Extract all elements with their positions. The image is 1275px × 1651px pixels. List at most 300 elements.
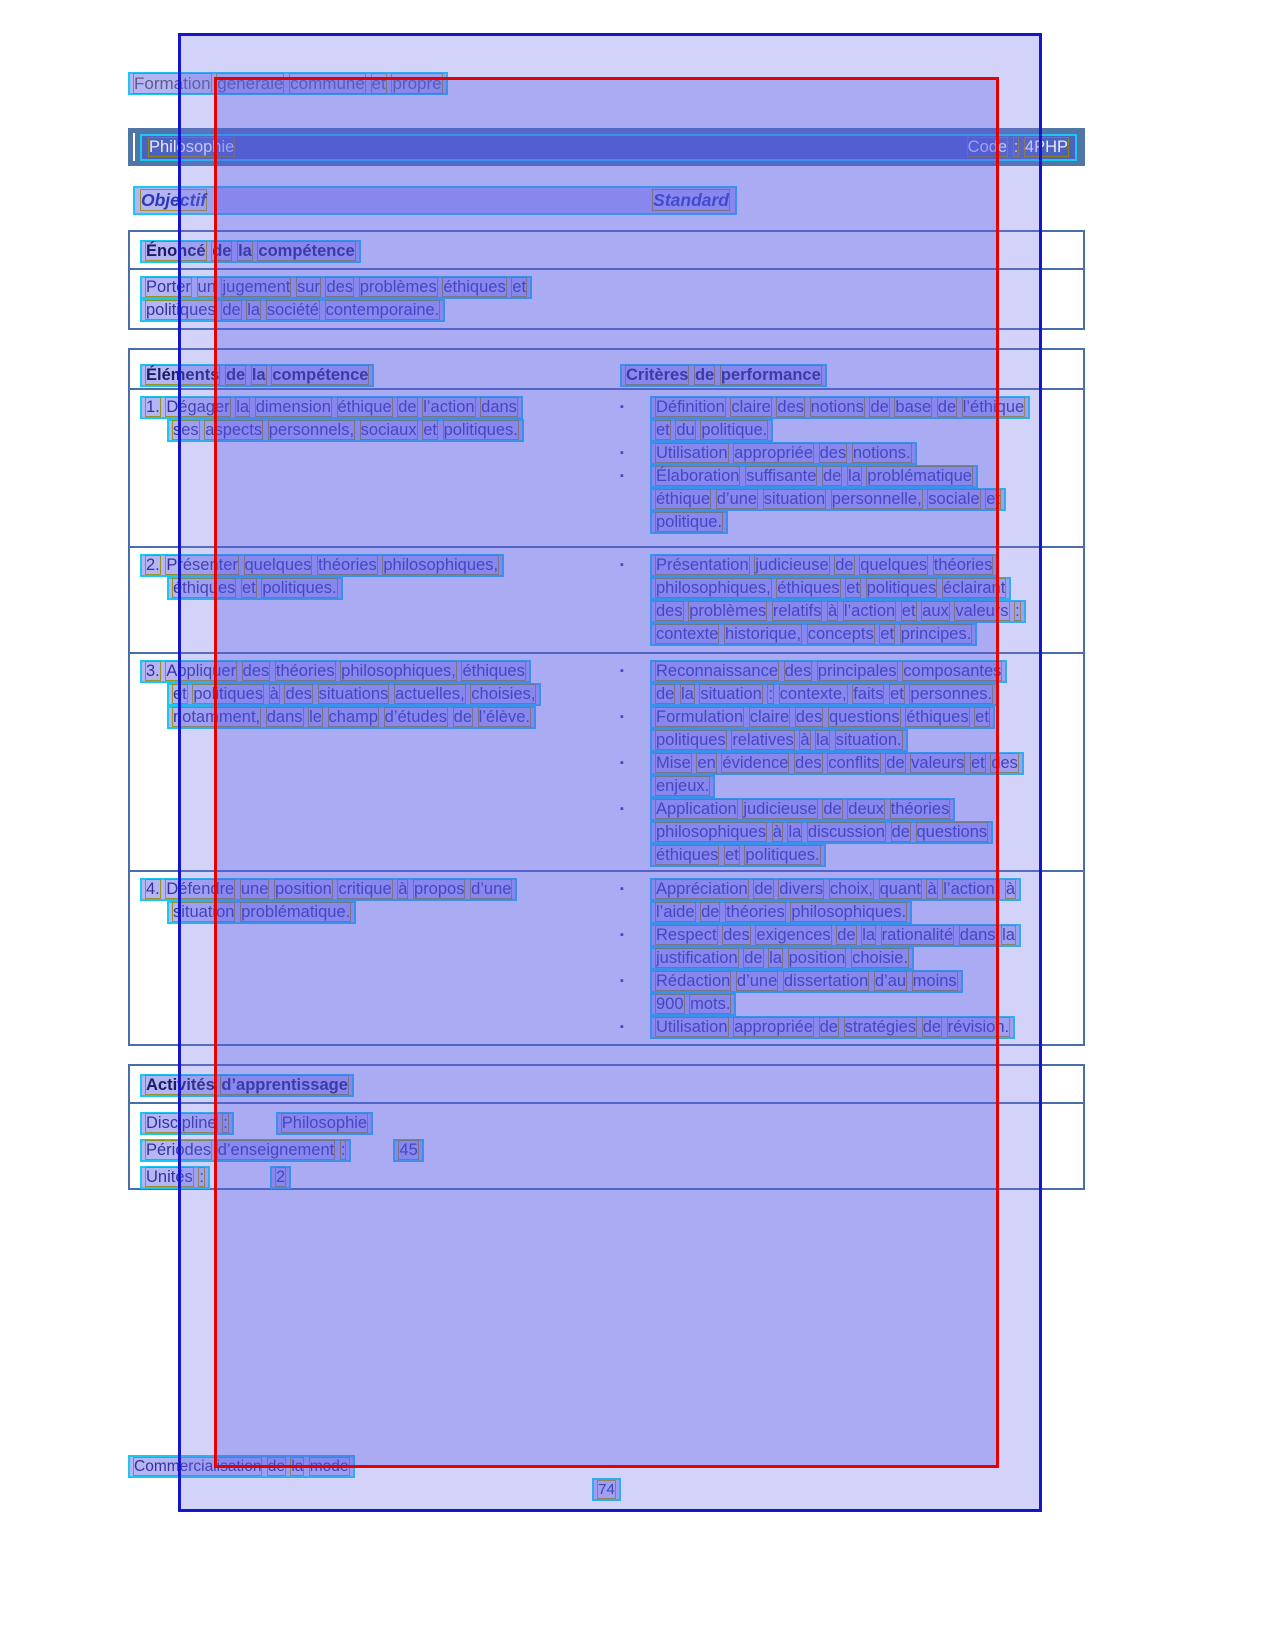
word-box: dissertation	[783, 972, 869, 990]
word-box: principes.	[900, 625, 972, 643]
discipline-value	[276, 1112, 373, 1135]
word-box: enjeux.	[656, 777, 710, 795]
word-box: de	[754, 880, 773, 898]
bullet-spacer	[620, 623, 650, 628]
word-box: de	[212, 242, 232, 260]
highlighted-text	[650, 821, 993, 844]
word-box: des	[656, 602, 683, 620]
criteria-line	[620, 821, 1083, 844]
text-line	[140, 299, 1083, 322]
word-box: philosophiques,	[656, 579, 771, 597]
word-box: de	[819, 1018, 838, 1036]
standard-heading	[652, 190, 730, 211]
word-box: théories	[933, 556, 993, 574]
criteria-line	[620, 577, 1083, 600]
table-row	[130, 652, 1083, 870]
word-box: Philosophie	[149, 137, 235, 156]
bullet-icon: ▪	[620, 401, 624, 413]
word-box: un	[197, 278, 216, 296]
highlighted-text	[650, 600, 1026, 623]
word-box: de	[398, 398, 417, 416]
competence-table	[128, 348, 1085, 1046]
word-box: et	[901, 602, 916, 620]
criteria-line	[620, 660, 1083, 683]
criteria-cell-3	[612, 654, 1083, 870]
word-box: des	[723, 926, 750, 944]
word-box: Porter	[146, 278, 191, 296]
criteria-line	[620, 1016, 1083, 1039]
bullet-icon: ▪	[620, 803, 624, 815]
text-line	[140, 901, 612, 924]
word-box: et	[986, 490, 1000, 508]
word-box: des	[784, 662, 812, 680]
bullet-spacer	[620, 821, 650, 826]
word-box: Éléments	[146, 366, 220, 384]
word-box: notamment,	[173, 708, 261, 726]
word-box: d’une	[471, 880, 512, 898]
word-box: éclairant	[942, 579, 1006, 597]
word-box: de	[744, 949, 763, 967]
word-box: théories	[726, 903, 785, 921]
word-box: :	[340, 1141, 346, 1159]
bullet-spacer	[620, 488, 650, 493]
word-box: de	[937, 398, 957, 416]
word-box: éthique	[656, 490, 711, 508]
highlighted-text	[167, 706, 536, 729]
word-box: Respect	[656, 926, 717, 944]
criteria-line	[620, 729, 1083, 752]
word-box: aspects	[205, 421, 263, 439]
unites-label	[140, 1166, 210, 1189]
bullet-spacer	[620, 511, 650, 516]
discipline-label	[140, 1112, 234, 1135]
word-box: sociaux	[360, 421, 417, 439]
text-line	[140, 396, 612, 419]
word-box: de	[870, 398, 889, 416]
bullet-spacer	[620, 775, 650, 780]
word-box: Élaboration	[656, 467, 740, 485]
word-box: choisies,	[471, 685, 536, 703]
highlighted-text	[650, 993, 736, 1016]
criteria-line	[620, 752, 1083, 775]
word-box: Défendre	[166, 880, 235, 898]
highlighted-text	[650, 775, 715, 798]
highlighted-text	[650, 844, 826, 867]
word-box: dimension	[255, 398, 331, 416]
word-box: de	[823, 467, 842, 485]
word-box: :	[1013, 137, 1019, 156]
table-row	[130, 870, 1083, 1044]
word-box: et	[423, 421, 437, 439]
word-box: politiques.	[745, 846, 820, 864]
word-box: et	[970, 754, 985, 772]
bullet-icon: ▪	[620, 1021, 624, 1033]
element-cell-4	[130, 872, 612, 1044]
word-box: valeurs	[955, 602, 1009, 620]
word-box: de	[267, 1458, 286, 1475]
bullet-spacer	[620, 947, 650, 952]
highlighted-text	[140, 276, 532, 299]
word-box: contexte	[656, 625, 719, 643]
competence-table-header	[130, 350, 1083, 388]
word-box: politiques.	[262, 579, 337, 597]
word-box: la	[769, 949, 783, 967]
bullet-icon: ▪	[620, 883, 624, 895]
word-box: de	[222, 301, 241, 319]
word-box: champ	[328, 708, 379, 726]
word-box: Présentation	[656, 556, 749, 574]
word-box: à	[800, 731, 810, 749]
bullet-icon: ▪	[620, 470, 624, 482]
word-box: Philosophie	[281, 1114, 368, 1132]
word-box: philosophiques.	[791, 903, 907, 921]
bullet-icon: ▪	[620, 929, 624, 941]
word-box: de	[886, 754, 905, 772]
word-box: position	[274, 880, 332, 898]
periodes-label	[140, 1139, 351, 1162]
word-box: Périodes	[146, 1141, 212, 1159]
word-box: problèmes	[359, 278, 437, 296]
word-box: Commercialisation	[134, 1458, 262, 1475]
word-box: judicieuse	[743, 800, 817, 818]
periodes-row	[140, 1139, 1083, 1162]
element-cell-2	[130, 548, 612, 652]
word-box: la	[247, 301, 261, 319]
bullet-spacer	[620, 683, 650, 688]
word-box: et	[371, 74, 386, 93]
word-box: de	[835, 556, 854, 574]
word-box: de	[225, 366, 246, 384]
word-box: appropriée	[734, 1018, 814, 1036]
periodes-value	[393, 1139, 423, 1162]
word-box: de	[823, 800, 842, 818]
highlighted-text	[650, 396, 1030, 419]
word-box: théories	[275, 662, 335, 680]
word-box: d’une	[716, 490, 758, 508]
word-box: suffisante	[746, 467, 817, 485]
word-box: la	[680, 685, 694, 703]
word-box: :	[768, 685, 774, 703]
word-box: Discipline	[146, 1114, 217, 1132]
word-box: mode	[309, 1458, 349, 1475]
criteria-line	[620, 600, 1083, 623]
word-box: quant	[879, 880, 921, 898]
word-box: théories	[890, 800, 950, 818]
criteres-header-label	[620, 364, 827, 387]
word-box: 3.	[146, 662, 160, 680]
word-box: propos	[414, 880, 465, 898]
word-box: sociale	[928, 490, 980, 508]
word-box: Formation	[134, 74, 211, 93]
word-box: éthiques	[462, 662, 525, 680]
word-box: Activités	[146, 1076, 215, 1094]
criteria-line	[620, 878, 1083, 901]
course-title	[148, 138, 235, 157]
word-box: politiques.	[443, 421, 518, 439]
criteria-line	[620, 706, 1083, 729]
word-box: Critères	[626, 366, 689, 384]
word-box: contexte,	[779, 685, 847, 703]
enonce-body	[130, 270, 1083, 322]
text-line	[140, 419, 612, 442]
criteria-line	[620, 465, 1083, 488]
word-box: :	[223, 1114, 228, 1132]
word-box: Définition	[656, 398, 725, 416]
word-box: des	[326, 278, 354, 296]
word-box: composantes	[903, 662, 1002, 680]
word-box: compétence	[272, 366, 369, 384]
word-box: politique.	[701, 421, 768, 439]
word-box: des	[819, 444, 847, 462]
word-box: questions	[828, 708, 900, 726]
word-box: sur	[296, 278, 320, 296]
highlighted-text	[167, 683, 541, 706]
title-bar-highlight	[140, 134, 1077, 161]
word-box: l’action	[843, 602, 896, 620]
footer-program-name	[128, 1455, 355, 1478]
word-box: générale	[217, 74, 284, 93]
word-box: et	[975, 708, 989, 726]
word-box: la	[847, 467, 861, 485]
word-box: 2	[275, 1168, 286, 1186]
word-box: évidence	[722, 754, 789, 772]
word-box: et	[173, 685, 187, 703]
word-box: la	[862, 926, 876, 944]
word-box: le	[309, 708, 322, 726]
element-cell-3	[130, 654, 612, 870]
word-box: l’éthique	[962, 398, 1025, 416]
word-box: dans	[266, 708, 303, 726]
word-box: et	[724, 846, 739, 864]
word-box: de	[453, 708, 472, 726]
criteria-line	[620, 442, 1083, 465]
word-box: et	[890, 685, 904, 703]
word-box: 1.	[146, 398, 160, 416]
highlighted-text	[650, 442, 917, 465]
bullet-spacer	[620, 844, 650, 849]
bullet-icon: ▪	[620, 711, 624, 723]
word-box: situations	[318, 685, 389, 703]
word-box: principales	[817, 662, 897, 680]
word-box: politiques	[866, 579, 937, 597]
word-box: Utilisation	[656, 1018, 728, 1036]
word-box: 45	[399, 1141, 418, 1159]
word-box: la	[236, 398, 250, 416]
word-box: problèmes	[689, 602, 767, 620]
criteria-line	[620, 554, 1083, 577]
word-box: situation	[173, 903, 235, 921]
word-box: claire	[731, 398, 771, 416]
elements-header-label	[140, 364, 374, 387]
highlighted-text	[650, 878, 1021, 901]
word-box: Objectif	[141, 190, 207, 210]
highlighted-text	[650, 465, 978, 488]
word-box: la	[291, 1458, 304, 1475]
word-box: valeurs	[911, 754, 965, 772]
word-box: rationalité	[881, 926, 954, 944]
word-box: situation	[763, 490, 826, 508]
text-line	[140, 276, 1083, 299]
word-box: questions	[916, 823, 988, 841]
word-box: et	[846, 579, 861, 597]
word-box: 2.	[146, 556, 160, 574]
word-box: de	[656, 685, 675, 703]
word-box: contemporaine.	[325, 301, 440, 319]
word-box: politiques	[146, 301, 216, 319]
word-box: Utilisation	[656, 444, 728, 462]
word-box: éthiques	[443, 278, 506, 296]
word-box: éthiques	[906, 708, 969, 726]
word-box: appropriée	[734, 444, 814, 462]
word-box: la	[816, 731, 829, 749]
word-box: des	[795, 708, 823, 726]
word-box: dans	[959, 926, 996, 944]
word-box: de	[694, 366, 715, 384]
word-box: propre	[392, 74, 442, 93]
highlighted-text	[650, 554, 998, 577]
criteria-line	[620, 396, 1083, 419]
word-box: Code	[967, 137, 1008, 156]
word-box: l’aide	[656, 903, 695, 921]
word-box: des	[285, 685, 313, 703]
word-box: de	[922, 1018, 942, 1036]
word-box: base	[895, 398, 932, 416]
word-box: la	[238, 242, 252, 260]
table-row	[130, 388, 1083, 546]
highlighted-text	[140, 299, 445, 322]
word-box: philosophiques,	[341, 662, 456, 680]
word-box: à	[398, 880, 408, 898]
word-box: et	[512, 278, 527, 296]
word-box: et	[241, 579, 256, 597]
word-box: éthique	[337, 398, 392, 416]
highlighted-text	[650, 729, 908, 752]
text-line	[140, 554, 612, 577]
word-box: justification	[656, 949, 738, 967]
word-box: Dégager	[166, 398, 230, 416]
word-box: stratégies	[844, 1018, 917, 1036]
highlighted-text	[650, 924, 1021, 947]
word-box: concepts	[807, 625, 874, 643]
criteres-header-cell	[612, 358, 1083, 388]
word-box: claire	[749, 708, 790, 726]
word-box: une	[240, 880, 269, 898]
highlighted-text	[650, 660, 1007, 683]
word-box: de	[701, 903, 720, 921]
highlighted-text	[140, 660, 531, 683]
bullet-spacer	[620, 993, 650, 998]
word-box: en	[697, 754, 716, 772]
course-title-bar	[128, 128, 1085, 166]
footer-program-label	[128, 1455, 355, 1478]
highlighted-text	[167, 419, 524, 442]
word-box: quelques	[860, 556, 928, 574]
word-box: notions	[810, 398, 864, 416]
criteria-line	[620, 419, 1083, 442]
word-box: position	[788, 949, 846, 967]
criteria-line	[620, 798, 1083, 821]
word-box: éthiques	[656, 846, 719, 864]
word-box: discussion	[807, 823, 885, 841]
criteria-line	[620, 488, 1083, 511]
page-number-label	[592, 1478, 621, 1501]
word-box: notions.	[852, 444, 911, 462]
activites-header-label	[140, 1074, 354, 1097]
word-box: critique	[338, 880, 392, 898]
text-line	[140, 706, 612, 729]
word-box: de	[891, 823, 910, 841]
word-box: l’élève.	[478, 708, 530, 726]
criteria-line	[620, 623, 1083, 646]
word-box: dans	[481, 398, 517, 416]
word-box: d’études	[384, 708, 448, 726]
word-box: quelques	[244, 556, 312, 574]
word-box: Appliquer	[166, 662, 237, 680]
word-box: Reconnaissance	[656, 662, 778, 680]
objectif-heading	[140, 190, 207, 211]
bullet-spacer	[620, 577, 650, 582]
word-box: situation	[700, 685, 762, 703]
highlighted-text	[167, 901, 356, 924]
word-box: du	[676, 421, 695, 439]
word-box: faits	[853, 685, 884, 703]
text-line	[140, 878, 612, 901]
word-box: Mise	[656, 754, 691, 772]
word-box: 74	[598, 1481, 615, 1498]
word-box: Standard	[653, 190, 729, 210]
word-box: philosophiques,	[383, 556, 499, 574]
word-box: compétence	[258, 242, 355, 260]
word-box: Application	[656, 800, 737, 818]
bullet-spacer	[620, 419, 650, 424]
word-box: choisie.	[852, 949, 909, 967]
highlighted-text	[650, 577, 1011, 600]
word-box: exigences	[756, 926, 831, 944]
word-box: philosophiques	[656, 823, 767, 841]
word-box: Rédaction	[656, 972, 731, 990]
word-box: deux	[848, 800, 885, 818]
word-box: Présenter	[166, 556, 238, 574]
table-row	[130, 546, 1083, 652]
highlighted-text	[650, 901, 912, 924]
word-box: ses	[173, 421, 199, 439]
word-box: moins	[912, 972, 957, 990]
element-cell-1	[130, 390, 612, 546]
activites-body	[130, 1104, 1083, 1188]
criteria-line	[620, 683, 1083, 706]
course-code	[967, 138, 1069, 157]
highlighted-text	[650, 947, 914, 970]
bullet-icon: ▪	[620, 975, 624, 987]
elements-header-cell	[130, 358, 612, 388]
criteria-line	[620, 993, 1083, 1016]
word-box: divers	[779, 880, 824, 898]
highlighted-text	[650, 419, 773, 442]
bullet-spacer	[620, 901, 650, 906]
word-box: Unités	[146, 1168, 193, 1186]
word-box: d’une	[736, 972, 778, 990]
highlighted-text	[650, 511, 728, 534]
text-line	[140, 683, 612, 706]
word-box: d’apprentissage	[221, 1076, 348, 1094]
word-box: et	[880, 625, 895, 643]
highlighted-text	[140, 396, 523, 419]
criteria-line	[620, 901, 1083, 924]
word-box: politiques	[193, 685, 264, 703]
enonce-table	[128, 230, 1085, 330]
activites-table-header	[130, 1066, 1083, 1104]
word-box: la	[251, 366, 266, 384]
